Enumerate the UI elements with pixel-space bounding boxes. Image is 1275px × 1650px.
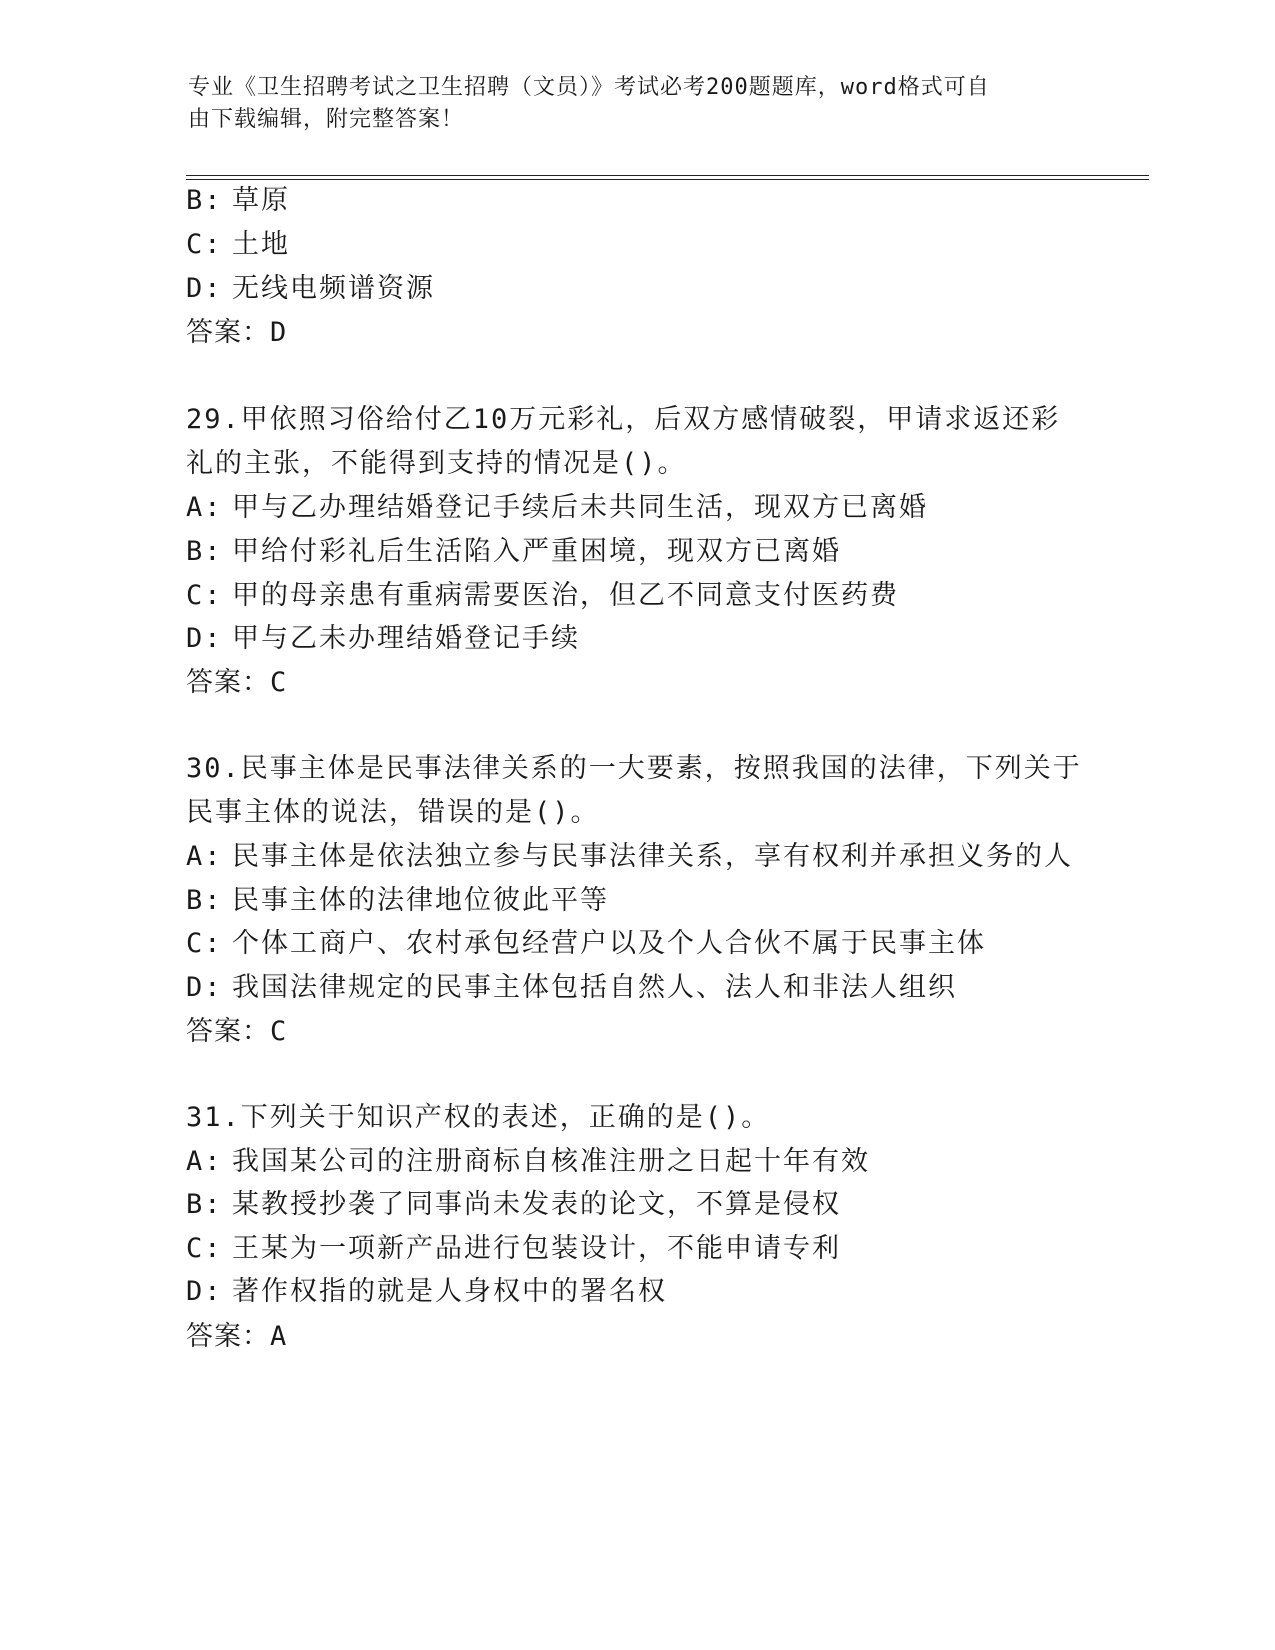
q30-option-d: D: 我国法律规定的民事主体包括自然人、法人和非法人组织 bbox=[186, 972, 957, 1003]
q31-option-b: B: 某教授抄袭了同事尚未发表的论文，不算是侵权 bbox=[186, 1189, 841, 1220]
q31-option-c: C: 王某为一项新产品进行包装设计，不能申请专利 bbox=[186, 1233, 841, 1264]
q29-option-d: D: 甲与乙未办理结婚登记手续 bbox=[186, 623, 580, 654]
q29-stem-line-2: 礼的主张，不能得到支持的情况是()。 bbox=[186, 448, 687, 479]
q29-option-c: C: 甲的母亲患有重病需要医治，但乙不同意支付医药费 bbox=[186, 580, 899, 611]
q30-stem-line-1: 30.民事主体是民事法律关系的一大要素，按照我国的法律，下列关于 bbox=[186, 753, 1082, 784]
q29-answer: 答案：C bbox=[186, 667, 288, 698]
q30-option-a: A: 民事主体是依法独立参与民事法律关系，享有权利并承担义务的人 bbox=[186, 841, 1073, 872]
q30-option-c: C: 个体工商户、农村承包经营户以及个人合伙不属于民事主体 bbox=[186, 928, 986, 959]
q28-option-b: B: 草原 bbox=[186, 185, 290, 216]
header-title-line-1: 专业《卫生招聘考试之卫生招聘（文员）》考试必考200题题库，word格式可自 bbox=[188, 75, 990, 100]
header-divider bbox=[186, 175, 1149, 180]
q28-answer: 答案：D bbox=[186, 317, 288, 348]
q31-option-d: D: 著作权指的就是人身权中的署名权 bbox=[186, 1276, 667, 1307]
q29-stem-line-1: 29.甲依照习俗给付乙10万元彩礼，后双方感情破裂，甲请求返还彩 bbox=[186, 404, 1061, 435]
q30-option-b: B: 民事主体的法律地位彼此平等 bbox=[186, 885, 609, 916]
q30-answer: 答案：C bbox=[186, 1016, 288, 1047]
q31-answer: 答案：A bbox=[186, 1321, 288, 1352]
q30-stem-line-2: 民事主体的说法，错误的是()。 bbox=[186, 797, 600, 828]
q29-option-a: A: 甲与乙办理结婚登记手续后未共同生活，现双方已离婚 bbox=[186, 492, 928, 523]
q29-option-b: B: 甲给付彩礼后生活陷入严重困境，现双方已离婚 bbox=[186, 536, 841, 567]
q31-option-a: A: 我国某公司的注册商标自核准注册之日起十年有效 bbox=[186, 1146, 870, 1177]
header-title-line-2: 由下载编辑，附完整答案！ bbox=[188, 107, 465, 132]
q28-option-c: C: 土地 bbox=[186, 229, 290, 260]
q31-stem-line-1: 31.下列关于知识产权的表述，正确的是()。 bbox=[186, 1102, 771, 1133]
q28-option-d: D: 无线电频谱资源 bbox=[186, 273, 435, 304]
document-header bbox=[188, 72, 1088, 136]
